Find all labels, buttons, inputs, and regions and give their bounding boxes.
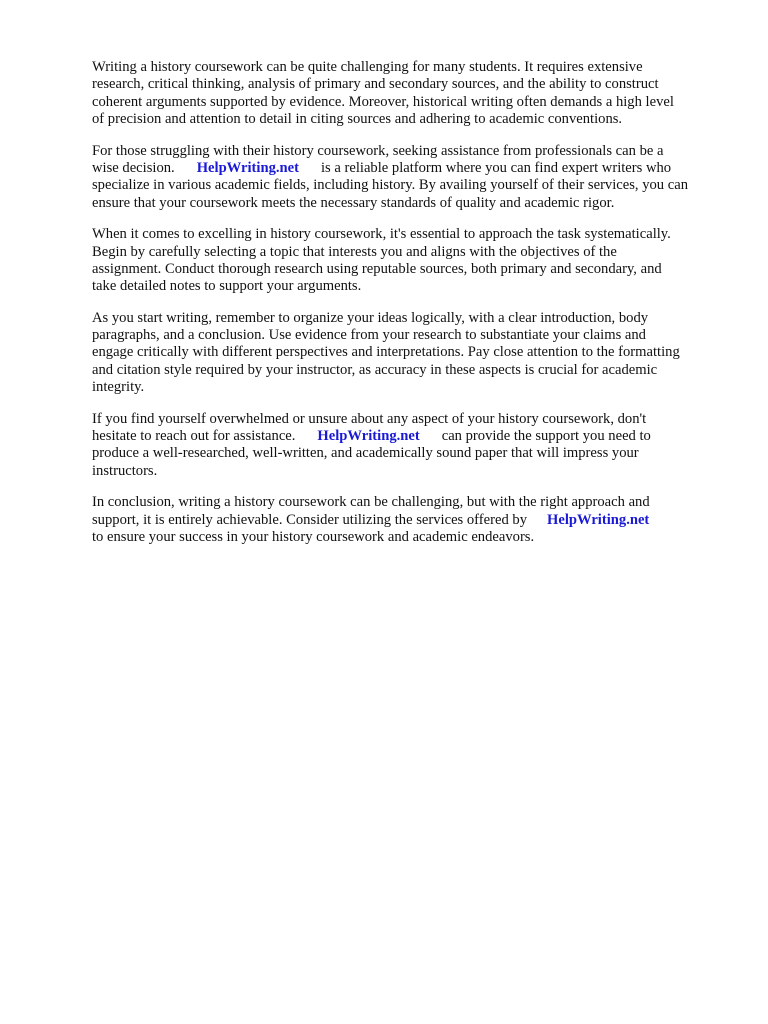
text-line: Begin by carefully selecting a topic that interests you and aligns with the objectives of the — [92, 243, 617, 260]
text-line: Writing a history coursework can be quite challenging for many students. It requires extensive — [92, 59, 643, 75]
text-line: integrity. — [92, 379, 145, 396]
text-line: For those struggling with their history coursework, seeking assistance from professionals can be a — [92, 142, 664, 159]
paragraph-writing — [92, 310, 732, 397]
helpwriting-link[interactable]: HelpWriting.net — [317, 428, 420, 445]
helpwriting-link[interactable]: HelpWriting.net — [547, 511, 650, 528]
text-line: In conclusion, writing a history coursework can be challenging, but with the right approach and — [92, 494, 650, 511]
text-line: assignment. Conduct thorough research using reputable sources, both primary and secondary, and — [92, 260, 662, 277]
text-line: and citation style required by your instructor, as accuracy in these aspects is crucial for academic — [92, 361, 658, 378]
paragraph-assistance — [92, 143, 732, 213]
text-line: research, critical thinking, analysis of primary and secondary sources, and the ability to construct — [92, 76, 659, 93]
text-line: engage critically with different perspectives and interpretations. Pay close attention to the formatting — [92, 344, 680, 361]
text-segment: can provide the support you need to — [441, 428, 651, 445]
helpwriting-link[interactable]: HelpWriting.net — [196, 159, 299, 176]
text-line: If you find yourself overwhelmed or unsure about any aspect of your history coursework, don't — [92, 410, 647, 427]
paragraph-intro — [92, 59, 732, 129]
text-line: paragraphs, and a conclusion. Use evidence from your research to substantiate your claims and — [92, 327, 646, 344]
text-line — [92, 160, 732, 177]
text-segment: hesitate to reach out for assistance. — [92, 428, 296, 445]
text-line: of precision and attention to detail in citing sources and adhering to academic conventions. — [92, 111, 623, 128]
text-line: specialize in various academic fields, including history. By availing yourself of their services, you can — [92, 177, 688, 194]
document-page — [92, 59, 732, 560]
text-segment: is a reliable platform where you can find expert writers who — [320, 159, 672, 176]
paragraph-approach — [92, 226, 732, 296]
text-line: ensure that your coursework meets the necessary standards of quality and academic rigor. — [92, 194, 615, 211]
text-line: instructors. — [92, 462, 158, 479]
text-segment: support, it is entirely achievable. Consider utilizing the services offered by — [92, 511, 527, 528]
text-line: to ensure your success in your history coursework and academic endeavors. — [92, 528, 535, 545]
text-line — [92, 428, 732, 445]
text-line: coherent arguments supported by evidence. Moreover, historical writing often demands a high level — [92, 93, 674, 110]
text-line: take detailed notes to support your arguments. — [92, 278, 362, 295]
paragraph-overwhelmed — [92, 411, 732, 481]
paragraph-conclusion — [92, 494, 732, 546]
text-line: produce a well-researched, well-written, and academically sound paper that will impress your — [92, 445, 639, 462]
text-line: When it comes to excelling in history coursework, it's essential to approach the task systematically. — [92, 226, 671, 243]
text-line: As you start writing, remember to organize your ideas logically, with a clear introduction, body — [92, 309, 649, 326]
text-line — [92, 512, 732, 529]
text-segment: wise decision. — [92, 159, 175, 176]
